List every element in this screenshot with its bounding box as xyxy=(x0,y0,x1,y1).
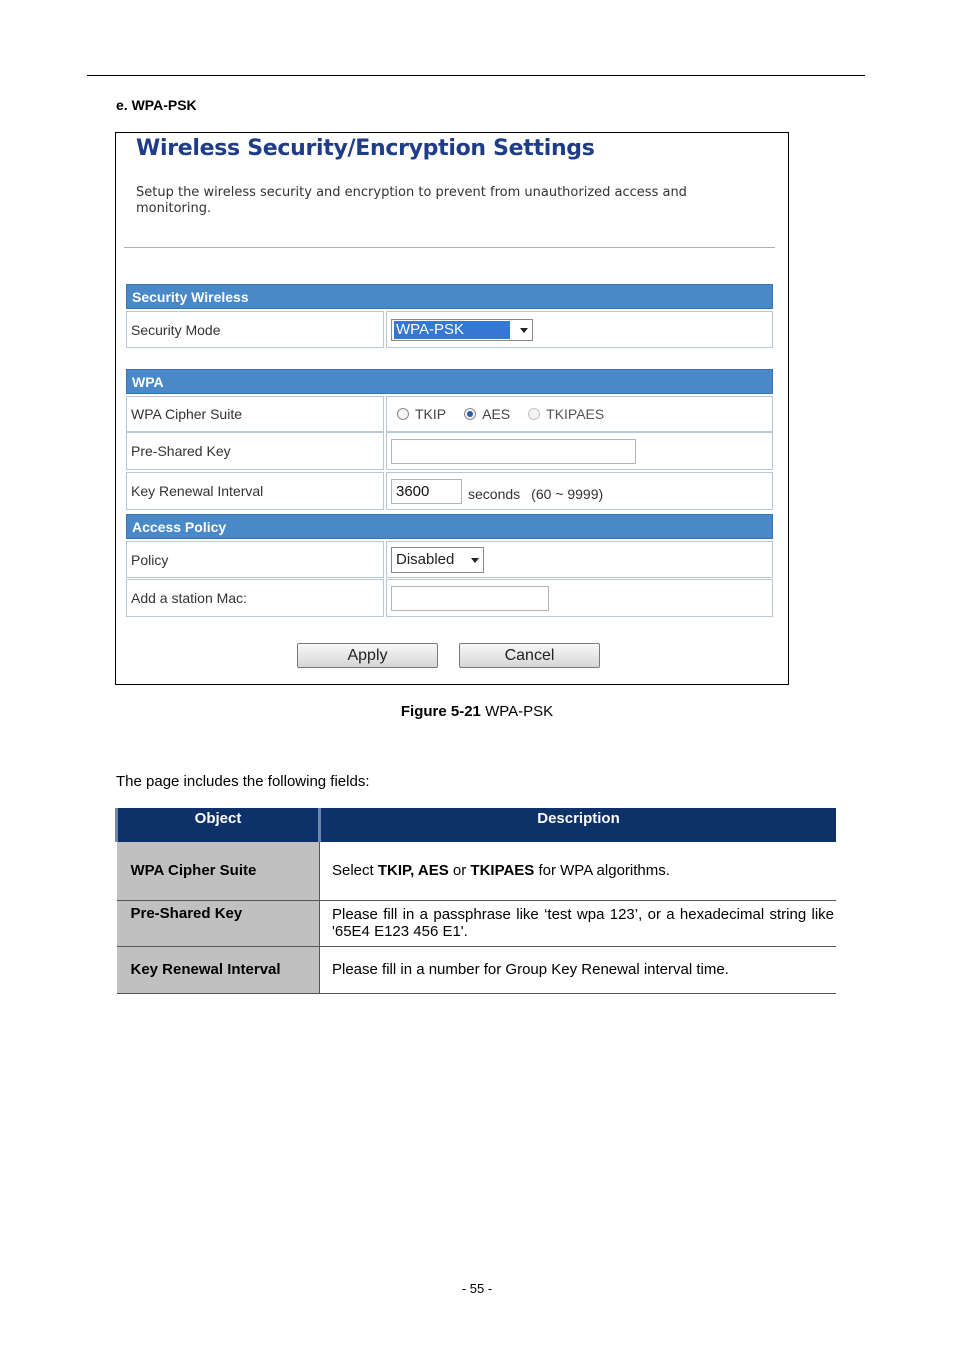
radio-tkipaes[interactable] xyxy=(528,406,604,422)
policy-row xyxy=(126,541,773,578)
key-renewal-row xyxy=(126,472,773,510)
table-cell-object: Pre-Shared Key xyxy=(117,900,320,946)
security-mode-select[interactable] xyxy=(391,319,533,341)
table-row xyxy=(117,900,837,946)
settings-screenshot xyxy=(115,132,789,685)
fields-table xyxy=(115,808,836,994)
header-rule xyxy=(87,75,865,76)
settings-description: Setup the wireless security and encryption to prevent from unauthorized access and monitoring. xyxy=(136,185,687,216)
radio-aes-label: AES xyxy=(482,406,511,422)
key-renewal-range: (60 ~ 9999) xyxy=(531,485,604,502)
security-mode-cell xyxy=(386,311,773,348)
settings-title: Wireless Security/Encryption Settings xyxy=(136,136,595,161)
figure-number: Figure 5-21 xyxy=(400,703,481,720)
desc-text: Select xyxy=(332,862,378,880)
section-heading: e. WPA-PSK xyxy=(116,97,197,113)
security-wireless-header: Security Wireless xyxy=(126,284,773,309)
policy-label: Policy xyxy=(126,541,384,578)
table-row xyxy=(117,842,837,900)
intro-text: The page includes the following fields: xyxy=(116,773,370,790)
table-header-row xyxy=(117,808,837,842)
security-mode-value: WPA-PSK xyxy=(394,321,510,339)
security-mode-label: Security Mode xyxy=(126,311,384,348)
pre-shared-key-cell xyxy=(386,432,773,470)
station-mac-label: Add a station Mac: xyxy=(126,579,384,617)
table-cell-description: Please fill in a passphrase like ‘test wpa 123’, or a hexadecimal string like '65E4 E123 456 E1'. xyxy=(320,900,837,946)
figure-caption xyxy=(0,703,954,720)
key-renewal-input[interactable]: 3600 xyxy=(391,479,462,504)
radio-tkip-label: TKIP xyxy=(415,406,447,422)
table-cell-object: WPA Cipher Suite xyxy=(117,842,320,900)
header-description: Description xyxy=(320,808,837,842)
policy-select[interactable] xyxy=(391,547,484,573)
wpa-cipher-cell xyxy=(386,396,773,432)
key-renewal-cell xyxy=(386,472,773,510)
pre-shared-key-row xyxy=(126,432,773,470)
desc-text: for WPA algorithms. xyxy=(534,862,670,880)
chevron-down-icon xyxy=(520,328,528,333)
station-mac-cell xyxy=(386,579,773,617)
wpa-header: WPA xyxy=(126,369,773,394)
radio-tkip-icon[interactable] xyxy=(397,408,409,420)
radio-aes-icon[interactable] xyxy=(464,408,476,420)
security-mode-row xyxy=(126,311,773,348)
key-renewal-label: Key Renewal Interval xyxy=(126,472,384,510)
policy-cell xyxy=(386,541,773,578)
table-cell-object: Key Renewal Interval xyxy=(117,946,320,993)
wpa-cipher-row xyxy=(126,396,773,432)
radio-tkip[interactable] xyxy=(397,406,446,422)
cancel-button[interactable]: Cancel xyxy=(459,643,600,668)
station-mac-row xyxy=(126,579,773,617)
radio-aes[interactable] xyxy=(464,406,510,422)
chevron-down-icon xyxy=(471,558,479,563)
wpa-cipher-label: WPA Cipher Suite xyxy=(126,396,384,432)
pre-shared-key-input[interactable] xyxy=(391,439,636,464)
radio-tkipaes-icon[interactable] xyxy=(528,408,540,420)
settings-divider xyxy=(124,247,775,248)
station-mac-input[interactable] xyxy=(391,586,549,611)
desc-bold: TKIP, AES xyxy=(377,862,449,880)
table-cell-description: Please fill in a number for Group Key Renewal interval time. xyxy=(320,946,837,993)
figure-caption-text: WPA-PSK xyxy=(485,703,554,720)
page-number: - 55 - xyxy=(461,1281,493,1296)
apply-button[interactable]: Apply xyxy=(297,643,438,668)
table-row xyxy=(117,946,837,993)
header-object: Object xyxy=(117,808,320,842)
key-renewal-unit: seconds xyxy=(468,485,521,502)
radio-tkipaes-label: TKIPAES xyxy=(546,406,605,422)
table-cell-description xyxy=(320,842,837,900)
desc-bold: TKIPAES xyxy=(470,862,535,880)
desc-text: or xyxy=(448,862,471,880)
pre-shared-key-label: Pre-Shared Key xyxy=(126,432,384,470)
policy-value: Disabled xyxy=(396,550,455,568)
access-policy-header: Access Policy xyxy=(126,514,773,539)
